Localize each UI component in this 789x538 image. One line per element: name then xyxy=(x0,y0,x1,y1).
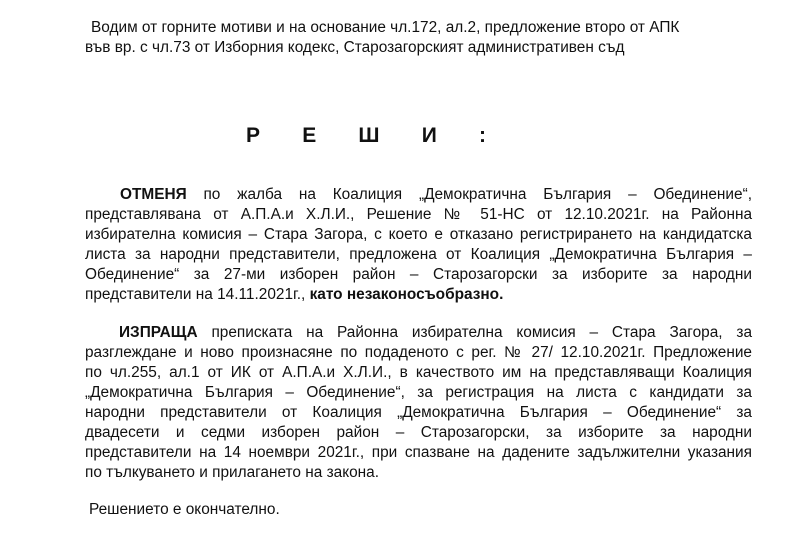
sends-keyword: ИЗПРАЩА xyxy=(119,324,198,341)
paragraph-line: представители на 14.11.2021г., като незаконосъобразно. xyxy=(85,286,504,303)
intro-line-2: във вр. с чл.73 от Изборния кодекс, Старозагорският административен съд xyxy=(85,39,625,56)
heading-letter: Е xyxy=(302,124,317,147)
paragraph-line: „Демократична България – Обединение“, за регистрация на листа с кандидати за xyxy=(85,384,752,401)
revokes-keyword: ОТМЕНЯ xyxy=(120,186,187,203)
paragraph-line: народни представители от Коалиция „Демократична България – Обединение“ за xyxy=(85,404,752,421)
paragraph-line: представители на 14 ноември 2021г., при спазване на дадените задължителни указания xyxy=(85,444,752,461)
paragraph-line: избирателна комисия – Стара Загора, с което е отказано регистрирането на кандидатска xyxy=(85,226,752,243)
paragraph-line: по чл.255, ал.1 от ИК от А.П.А.и Х.Л.И., в качеството им на представляващи Коалиция xyxy=(85,364,752,381)
heading-letter: : xyxy=(478,124,486,147)
heading-letter: Р xyxy=(246,124,261,147)
paragraph-line: ОТМЕНЯ по жалба на Коалиция „Демократична България – Обединение“, xyxy=(120,186,752,203)
heading-letter: И xyxy=(421,124,437,147)
paragraph-line: двадесети и седми изборен район – Старозагорски, за изборите за народни xyxy=(85,424,752,441)
unlawful-phrase: като незаконосъобразно. xyxy=(309,286,504,303)
final-statement: Решението е окончателно. xyxy=(89,501,280,518)
paragraph-line: ИЗПРАЩА преписката на Районна избирателна комисия – Стара Загора, за xyxy=(119,324,752,341)
decision-heading xyxy=(246,124,486,148)
heading-letter: Ш xyxy=(358,124,380,147)
intro-line-1: Водим от горните мотиви и на основание чл.172, ал.2, предложение второ от АПК xyxy=(91,19,680,36)
paragraph-line: разглеждане и ново произнасяне по подаденото с рег. № 27/ 12.10.2021г. Предложение xyxy=(85,344,752,361)
paragraph-line: по тълкуването и прилагането на закона. xyxy=(85,464,379,481)
paragraph-line: представлявана от А.П.А.и Х.Л.И., Решение № 51-НС от 12.10.2021г. на Районна xyxy=(85,206,752,223)
paragraph-line: Обединение“ за 27-ми изборен район – Старозагорски за изборите за народни xyxy=(85,266,752,283)
paragraph-line: листа за народни представители, предложена от Коалиция „Демократична България – xyxy=(85,246,752,263)
